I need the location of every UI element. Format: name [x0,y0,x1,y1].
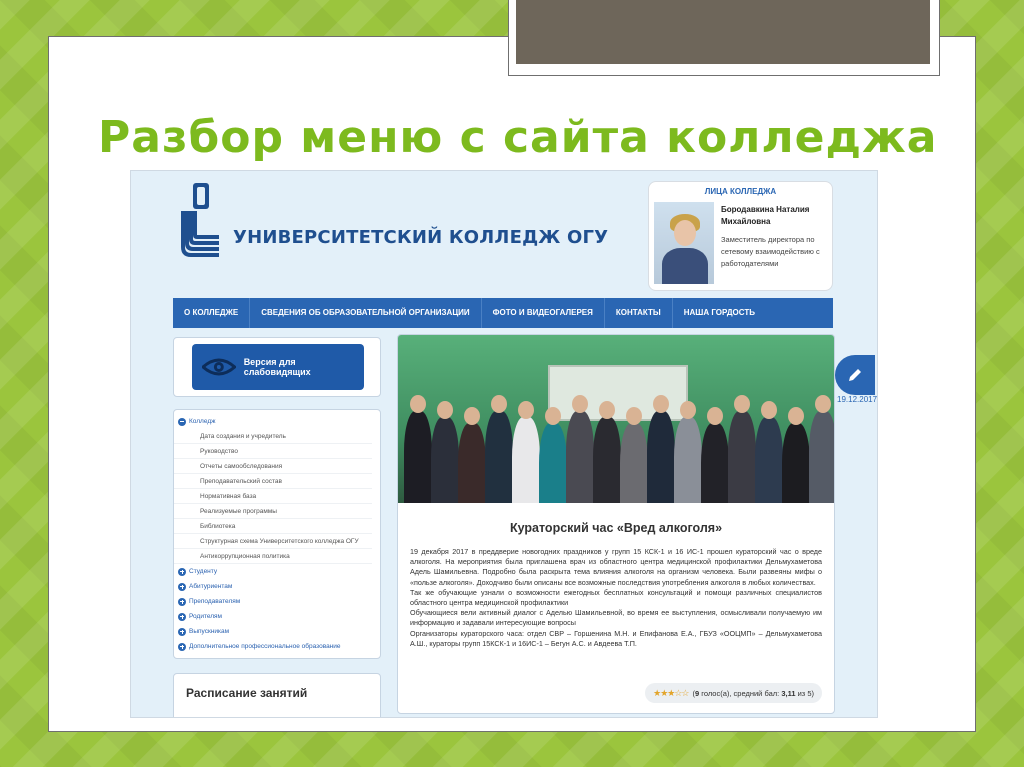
faces-photo[interactable] [654,202,714,284]
menu-item[interactable]: Нормативная база [174,489,372,504]
faces-role: Заместитель директора по сетевому взаимодействию с работодателями [721,235,820,268]
low-vision-label: Версия для слабовидящих [243,357,311,377]
menu-section-parents[interactable]: Родителям [174,609,380,624]
rating-stars-icon[interactable]: ★★★☆☆ [653,687,689,698]
news-article [397,334,835,714]
menu-item[interactable]: Реализуемые программы [174,504,372,519]
college-logo-icon [181,181,221,263]
article-body [410,547,822,649]
article-paragraph: Так же обучающие узнали о возможности ежегодных бесплатных консультаций и помощи различных специалистов областного центра медицинской профилактики [410,587,822,608]
expand-icon [178,583,186,591]
expand-icon [178,598,186,606]
menu-item[interactable]: Преподавательский состав [174,474,372,489]
schedule-title: Расписание занятий [186,686,308,700]
faces-name: Бородавкина Наталия Михайловна [721,205,810,226]
article-title[interactable]: Кураторский час «Вред алкоголя» [509,521,723,535]
expand-icon [178,643,186,651]
schedule-panel[interactable] [173,673,381,718]
rating-text: (9 голос(а), средний бал: 3,11 из 5) [692,688,814,698]
main-nav [173,298,833,328]
slide-title: Разбор меню с сайта колледжа [98,112,938,163]
article-date: 19.12.2017 [837,395,878,404]
menu-item[interactable]: Антикоррупционная политика [174,549,372,564]
faces-widget[interactable] [648,181,833,291]
expand-icon [178,613,186,621]
menu-section-student[interactable]: Студенту [174,564,380,579]
expand-icon [178,628,186,636]
article-rating[interactable] [645,683,822,703]
nav-contacts[interactable]: КОНТАКТЫ [605,298,673,328]
menu-item[interactable]: Руководство [174,444,372,459]
nav-about[interactable]: О КОЛЛЕДЖЕ [173,298,250,328]
article-paragraph: 19 декабря 2017 в преддверие новогодних праздников у групп 15 КСК-1 и 16 ИС-1 прошел кураторский час о вреде алкоголя. На мероприятия была приглашена врач из областного центра медицинской профилактики Дельмухаметова Адель Шамильевна. Подробно была раскрыта тема влияния алкоголя на организм человека. Были развеяны мифы о «пользе алкоголя». Доходчиво были описаны все возможные последствия употребления алкоголя в любых количествах. [410,547,822,587]
menu-item[interactable]: Библиотека [174,519,372,534]
edit-badge[interactable] [835,355,875,395]
article-photo[interactable] [398,335,835,503]
menu-section-teachers[interactable]: Преподавателям [174,594,380,609]
menu-section-graduates[interactable]: Выпускникам [174,624,380,639]
vision-panel [173,337,381,397]
sidebar-menu [173,409,381,659]
site-brand[interactable]: УНИВЕРСИТЕТСКИЙ КОЛЛЕДЖ ОГУ [233,227,609,248]
pencil-icon [847,367,863,383]
nav-gallery[interactable]: ФОТО И ВИДЕОГАЛЕРЕЯ [482,298,605,328]
faces-title: ЛИЦА КОЛЛЕДЖА [704,187,777,196]
nav-org-info[interactable]: СВЕДЕНИЯ ОБ ОБРАЗОВАТЕЛЬНОЙ ОРГАНИЗАЦИИ [250,298,481,328]
menu-section-applicants[interactable]: Абитуриентам [174,579,380,594]
nav-pride[interactable]: НАША ГОРДОСТЬ [683,308,755,317]
expand-icon [178,568,186,576]
decorative-block [516,0,930,64]
menu-item[interactable]: Дата создания и учредитель [174,429,372,444]
eye-icon [202,357,236,377]
article-paragraph: Обучающиеся вели активный диалог с Аделью Шамильевной, во время ее выступления, осмысливали получаемую им информацию и задавали интересующие вопросы [410,608,822,628]
menu-item[interactable]: Отчеты самообследования [174,459,372,474]
menu-section-further-education[interactable]: Дополнительное профессиональное образование [174,639,380,654]
website-screenshot [130,170,878,718]
article-paragraph: Организаторы кураторского часа: отдел СВР – Горшенина М.Н. и Епифанова Е.А., ГБУЗ «ООЦМП» – Дельмухаметова А.Ш., кураторы групп 15КСК-1 и 16ИС-1 – Бегун А.С. и Авдеева Т.П. [410,628,822,648]
menu-section-college[interactable]: Колледж [174,414,380,429]
low-vision-button[interactable] [192,344,364,390]
collapse-icon [178,418,186,426]
menu-item[interactable]: Структурная схема Университетского колледжа ОГУ [174,534,372,549]
